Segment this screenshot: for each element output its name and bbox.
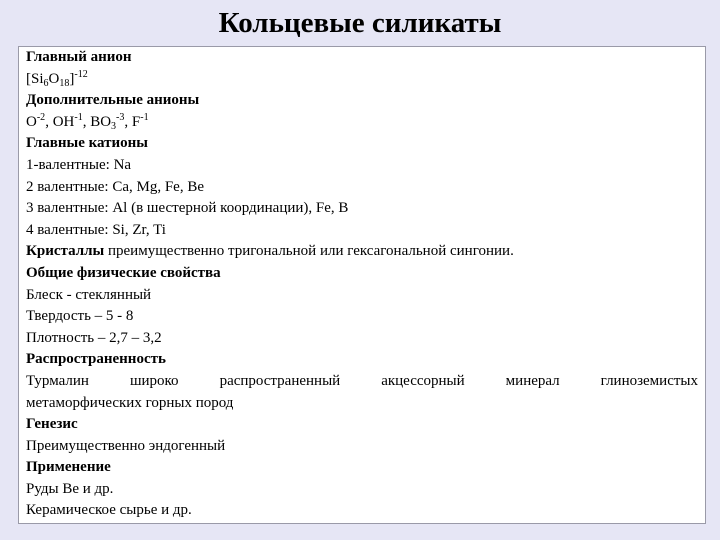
- cations-4-valent: 4 валентные: Si, Zr, Ti: [26, 221, 166, 238]
- formula-sub: 6: [43, 77, 49, 89]
- formula-sup: -12: [74, 68, 88, 80]
- crystals-label: Кристаллы: [26, 243, 105, 260]
- cations-3-valent: 3 валентные: Al (в шестерной координации), Fe, B: [26, 200, 349, 217]
- formula-part: O: [48, 70, 60, 87]
- anion-o-charge: -2: [36, 111, 46, 123]
- occurrence-heading: Распространенность: [26, 351, 166, 368]
- application-item-2: Керамическое сырье и др.: [26, 502, 192, 519]
- genesis-heading: Генезис: [26, 416, 78, 433]
- cations-1-valent: 1-валентные: Na: [26, 156, 132, 173]
- main-anion-heading: Главный анион: [26, 49, 132, 65]
- cations-2-valent: 2 валентные: Ca, Mg, Fe, Be: [26, 178, 204, 195]
- anion-f: , F: [124, 113, 141, 130]
- extra-anions-list: [26, 112, 698, 134]
- main-anion-formula: [26, 69, 698, 91]
- formula-part: ]: [69, 70, 75, 87]
- occurrence-word: минерал: [505, 372, 560, 389]
- occurrence-line-2: метаморфических горных пород: [26, 394, 234, 411]
- occurrence-word: распространенный: [219, 372, 341, 389]
- application-item-1: Руды Be и др.: [26, 480, 114, 497]
- anion-oh-charge: -1: [74, 111, 83, 123]
- anion-bo-charge: -3: [116, 111, 125, 123]
- crystals-line: [26, 241, 698, 263]
- anion-o: O: [26, 113, 37, 130]
- content-text: [26, 47, 698, 522]
- anion-oh: , OH: [45, 113, 75, 130]
- formula-sub: 18: [59, 77, 70, 89]
- slide-title: Кольцевые силикаты: [218, 7, 502, 39]
- occurrence-word: глиноземистых: [600, 372, 698, 389]
- physical-heading: Общие физические свойства: [26, 264, 221, 281]
- occurrence-line-1: [26, 371, 698, 393]
- application-heading: Применение: [26, 459, 111, 476]
- anion-bo: , BO: [82, 113, 112, 130]
- formula-part: [Si: [26, 70, 44, 87]
- occurrence-word: широко: [129, 372, 179, 389]
- extra-anions-heading: Дополнительные анионы: [26, 92, 200, 109]
- luster-line: Блеск - стеклянный: [26, 286, 152, 303]
- anion-f-charge: -1: [140, 111, 149, 123]
- crystals-text: преимущественно тригональной или гексагональной сингонии.: [104, 243, 514, 260]
- hardness-line: Твердость – 5 - 8: [26, 308, 134, 325]
- genesis-text: Преимущественно эндогенный: [26, 437, 226, 454]
- occurrence-word: акцессорный: [381, 372, 465, 389]
- cations-heading: Главные катионы: [26, 135, 149, 152]
- anion-bo-sub: 3: [111, 120, 117, 132]
- occurrence-word: Турмалин: [26, 372, 89, 389]
- density-line: Плотность – 2,7 – 3,2: [26, 329, 162, 346]
